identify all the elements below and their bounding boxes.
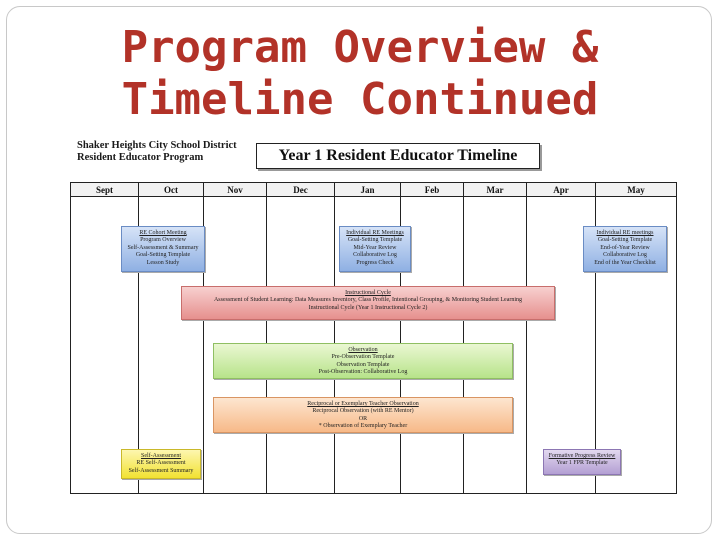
timeline-grid: [70, 182, 677, 494]
box-line: Goal-Setting Template: [135, 252, 191, 259]
individual-re-meetings-jan-box: [339, 226, 411, 272]
box-title: Observation: [348, 347, 378, 353]
month-may: May: [596, 183, 676, 197]
box-line: Self-Assessment Summary: [128, 467, 194, 474]
program-name: Resident Educator Program: [77, 152, 204, 163]
box-line: RE Self-Assessment: [136, 460, 186, 467]
box-title: Self-Assessment: [141, 453, 181, 459]
box-line: * Observation of Exemplary Teacher: [318, 423, 408, 430]
formative-progress-review-box: [543, 449, 621, 475]
box-line: Year 1 FPR Template: [556, 460, 608, 467]
box-title: Individual RE Meetings: [346, 230, 404, 236]
box-line: Lesson Study: [146, 259, 180, 266]
re-cohort-meeting-box: [121, 226, 205, 272]
box-line: Collaborative Log: [353, 252, 397, 259]
box-line: End of the Year Checklist: [594, 259, 656, 266]
box-line: Post-Observation: Collaborative Log: [318, 369, 408, 376]
box-line: Program Overview: [140, 237, 186, 244]
box-line: Goal-Setting Template: [347, 237, 403, 244]
box-title: Instructional Cycle: [345, 290, 391, 296]
month-oct: Oct: [139, 183, 204, 197]
box-line: Mid-Year Review: [353, 244, 397, 251]
month-feb: Feb: [401, 183, 464, 197]
observation-box: [213, 343, 513, 379]
box-title: Reciprocal or Exemplary Teacher Observation: [307, 401, 419, 407]
box-title: Formative Progress Review: [548, 453, 616, 459]
month-mar: Mar: [464, 183, 527, 197]
box-title: RE Cohort Meeting: [139, 230, 187, 236]
box-line: OR: [358, 415, 368, 422]
box-line: Progress Check: [356, 259, 394, 266]
box-title: Individual RE meetings: [596, 230, 654, 236]
month-sept: Sept: [71, 183, 139, 197]
box-line: Self-Assessment & Summary: [127, 244, 199, 251]
month-nov: Nov: [204, 183, 267, 197]
month-jan: Jan: [335, 183, 401, 197]
month-apr: Apr: [527, 183, 596, 197]
month-divider: [526, 197, 527, 493]
slide-title: [0, 22, 720, 126]
individual-re-meetings-may-box: [583, 226, 667, 272]
box-line: End-of-Year Review: [600, 244, 650, 251]
district-name: Shaker Heights City School District: [77, 140, 237, 151]
month-dec: Dec: [267, 183, 335, 197]
slide-title-line-2: Timeline Continued: [121, 74, 599, 125]
box-line: Reciprocal Observation (with RE Mentor): [312, 408, 414, 415]
district-heading: [77, 140, 237, 164]
box-line: Pre-Observation Template: [331, 354, 395, 361]
instructional-cycle-box: [181, 286, 555, 320]
box-line: Instructional Cycle (Year 1 Instructional Cycle 2): [308, 304, 428, 311]
self-assessment-box: [121, 449, 201, 479]
box-line: Assessment of Student Learning: Data Measures Inventory, Class Profile, Intentional Grouping, & Monitoring Student Learning: [213, 297, 523, 304]
slide-title-line-1: Program Overview &: [121, 22, 599, 73]
box-line: Observation Template: [336, 361, 390, 368]
box-line: Collaborative Log: [603, 252, 647, 259]
timeline-title: Year 1 Resident Educator Timeline: [256, 143, 540, 169]
exemplary-observation-box: [213, 397, 513, 433]
box-line: Goal-Setting Template: [597, 237, 653, 244]
